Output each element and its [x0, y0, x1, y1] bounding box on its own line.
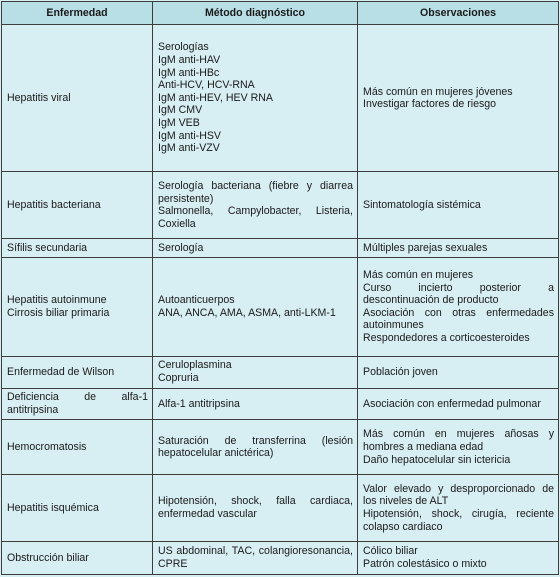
method-cell-line: Ceruloplasmina	[158, 359, 232, 372]
method-cell	[153, 356, 358, 388]
notes-cell-line: Más común en mujeres	[363, 268, 474, 281]
method-cell-line: IgM anti-HEV, HEV RNA	[158, 91, 273, 104]
notes-cell	[358, 25, 559, 172]
notes-cell-line: Investigar factores de riesgo	[363, 98, 497, 111]
notes-cell-line: Asociación con enfermedad pulmonar	[363, 397, 541, 410]
notes-cell-line: Valor elevado y desproporcionado de los niveles de ALT	[363, 482, 554, 508]
method-cell-line: Alfa-1 antitripsina	[158, 397, 240, 410]
method-cell	[153, 257, 358, 356]
table-row	[2, 475, 559, 542]
disease-cell-line: Hepatitis autoinmune	[7, 294, 107, 307]
method-cell-line: Hipotensión, shock, falla cardiaca, enfermedad vascular	[158, 495, 353, 521]
disease-cell-line: Hepatitis viral	[7, 91, 71, 104]
notes-cell	[358, 172, 559, 239]
table-row	[2, 239, 559, 258]
notes-cell-line: Curso incierto posterior a descontinuación de producto	[363, 281, 554, 307]
header-method: Método diagnóstico	[153, 2, 358, 25]
table-row	[2, 172, 559, 239]
notes-cell-line: Cólico biliar	[363, 545, 418, 558]
disease-cell	[2, 475, 153, 542]
method-cell-line: IgM CMV	[158, 104, 203, 117]
disease-cell	[2, 356, 153, 388]
table-row	[2, 388, 559, 420]
disease-cell-line: Cirrosis biliar primaria	[7, 306, 110, 319]
notes-cell-line: Asociación con otras enfermedades autoinmunes	[363, 306, 554, 332]
method-cell-line: IgM VEB	[158, 117, 200, 130]
method-cell-line: IgM anti-HSV	[158, 129, 221, 142]
notes-cell	[358, 239, 559, 258]
disease-cell-line: Hemocromatosis	[7, 440, 87, 453]
notes-cell	[358, 356, 559, 388]
disease-cell-line: Deficiencia de alfa-1 antitripsina	[7, 391, 148, 416]
method-cell	[153, 388, 358, 420]
notes-cell	[358, 541, 559, 574]
notes-cell-line: Patrón colestásico o mixto	[363, 557, 487, 570]
method-cell-line: Serología	[158, 241, 204, 254]
disease-cell	[2, 257, 153, 356]
notes-cell-line: Más común en mujeres jóvenes	[363, 85, 513, 98]
disease-cell-line: Hepatitis bacteriana	[7, 198, 101, 211]
method-cell-line: Saturación de transferrina (lesión hepatocelular anictérica)	[158, 434, 353, 460]
method-cell	[153, 172, 358, 239]
method-cell-line: Serología bacteriana (fiebre y diarrea persistente)	[158, 180, 353, 205]
notes-cell	[358, 420, 559, 475]
header-row	[2, 2, 559, 25]
notes-cell-line: Población joven	[363, 365, 438, 378]
notes-cell-line: Daño hepatocelular sin ictericia	[363, 453, 511, 466]
method-cell	[153, 420, 358, 475]
disease-cell	[2, 541, 153, 574]
table-row	[2, 356, 559, 388]
disease-cell	[2, 239, 153, 258]
notes-cell-line: Hipotensión, shock, cirugía, reciente colapso cardiaco	[363, 508, 554, 533]
header-notes: Observaciones	[358, 2, 559, 25]
method-cell	[153, 239, 358, 258]
disease-cell-line: Obstrucción biliar	[7, 551, 89, 564]
notes-cell-line: Respondedores a corticoesteroides	[363, 331, 530, 344]
disease-cell-line: Sífilis secundaria	[7, 241, 88, 254]
method-cell-line: Copruria	[158, 372, 199, 385]
table-row	[2, 257, 559, 356]
header-disease: Enfermedad	[2, 2, 153, 25]
table-row	[2, 541, 559, 574]
diagnosis-table	[1, 1, 559, 575]
method-cell-line: ANA, ANCA, AMA, ASMA, anti-LKM-1	[158, 306, 336, 319]
method-cell-line: IgM anti-VZV	[158, 142, 220, 155]
disease-cell	[2, 172, 153, 239]
method-cell-line: US abdominal, TAC, colangioresonancia, CPRE	[158, 545, 353, 570]
method-cell	[153, 475, 358, 542]
method-cell	[153, 541, 358, 574]
table-row	[2, 420, 559, 475]
method-cell-line: IgM anti-HBc	[158, 66, 220, 79]
notes-cell-line: Más común en mujeres añosas y hombres a mediana edad	[363, 428, 554, 453]
disease-cell	[2, 388, 153, 420]
method-cell-line: Autoanticuerpos	[158, 294, 235, 307]
notes-cell	[358, 475, 559, 542]
table-row	[2, 25, 559, 172]
disease-cell-line: Hepatitis isquémica	[7, 501, 99, 514]
method-cell	[153, 25, 358, 172]
notes-cell-line: Múltiples parejas sexuales	[363, 241, 488, 254]
notes-cell	[358, 388, 559, 420]
disease-cell	[2, 420, 153, 475]
notes-cell	[358, 257, 559, 356]
disease-cell-line: Enfermedad de Wilson	[7, 365, 115, 378]
notes-cell-line: Sintomatología sistémica	[363, 198, 481, 211]
method-cell-line: IgM anti-HAV	[158, 54, 221, 67]
method-cell-line: Salmonella, Campylobacter, Listeria, Coxiella	[158, 205, 353, 230]
method-cell-line: Serologías	[158, 41, 209, 54]
method-cell-line: Anti-HCV, HCV-RNA	[158, 79, 255, 92]
disease-cell	[2, 25, 153, 172]
